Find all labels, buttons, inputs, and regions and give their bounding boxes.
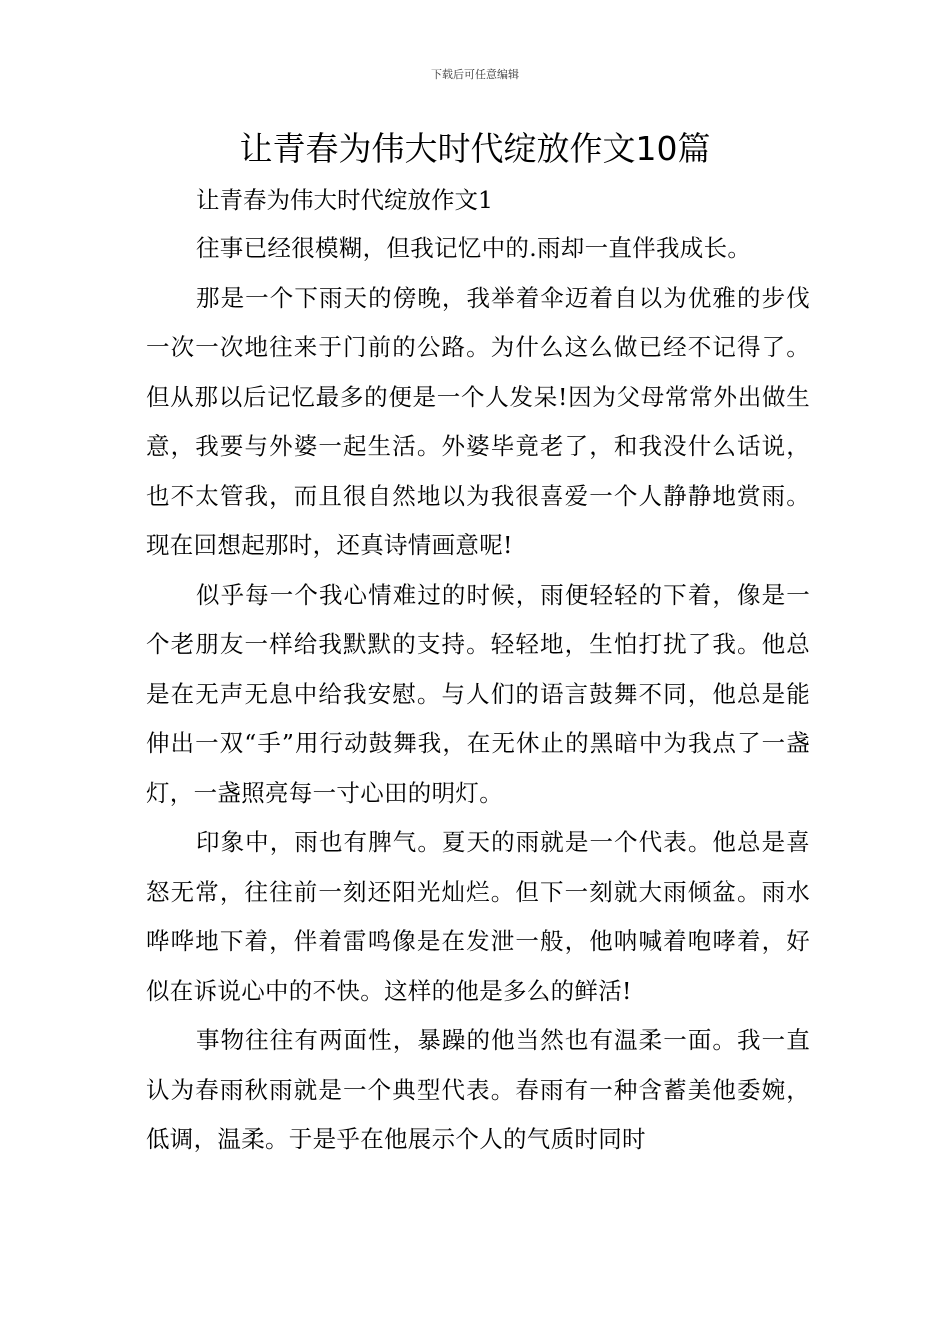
paragraph-3: 似乎每一个我心情难过的时候，雨便轻轻的下着，像是一个老朋友一样给我默默的支持。轻轻地，生怕打扰了我。他总是在无声无息中给我安慰。与人们的语言鼓舞不同，他总是能伸出一双“手”用行动鼓舞我，在无休止的黑暗中为我点了一盏灯，一盏照亮每一寸心田的明灯。 xyxy=(146,580,810,807)
paragraph-5: 事物往往有两面性，暴躁的他当然也有温柔一面。我一直认为春雨秋雨就是一个典型代表。春雨有一种含蓄美他委婉，低调，温柔。于是乎在他展示个人的气质时同时 xyxy=(146,1026,810,1153)
section-subtitle: 让青春为伟大时代绽放作文1 xyxy=(196,186,493,214)
header-note: 下载后可任意编辑 xyxy=(431,68,519,81)
paragraph-2: 那是一个下雨天的傍晚，我举着伞迈着自以为优雅的步伐一次一次地往来于门前的公路。为什么这么做已经不记得了。但从那以后记忆最多的便是一个人发呆!因为父母常常外出做生意，我要与外婆一起生活。外婆毕竟老了，和我没什么话说，也不太管我，而且很自然地以为我很喜爱一个人静静地赏雨。现在回想起那时，还真诗情画意呢! xyxy=(146,283,810,559)
paragraph-1: 往事已经很模糊，但我记忆中的.雨却一直伴我成长。 xyxy=(196,234,752,262)
paragraph-4: 印象中，雨也有脾气。夏天的雨就是一个代表。他总是喜怒无常，往往前一刻还阳光灿烂。但下一刻就大雨倾盆。雨水哗哗地下着，伴着雷鸣像是在发泄一般，他呐喊着咆哮着，好似在诉说心中的不快。这样的他是多么的鲜活! xyxy=(146,828,810,1005)
document-body xyxy=(146,224,810,1165)
document-title: 让青春为伟大时代绽放作文10篇 xyxy=(239,129,711,168)
